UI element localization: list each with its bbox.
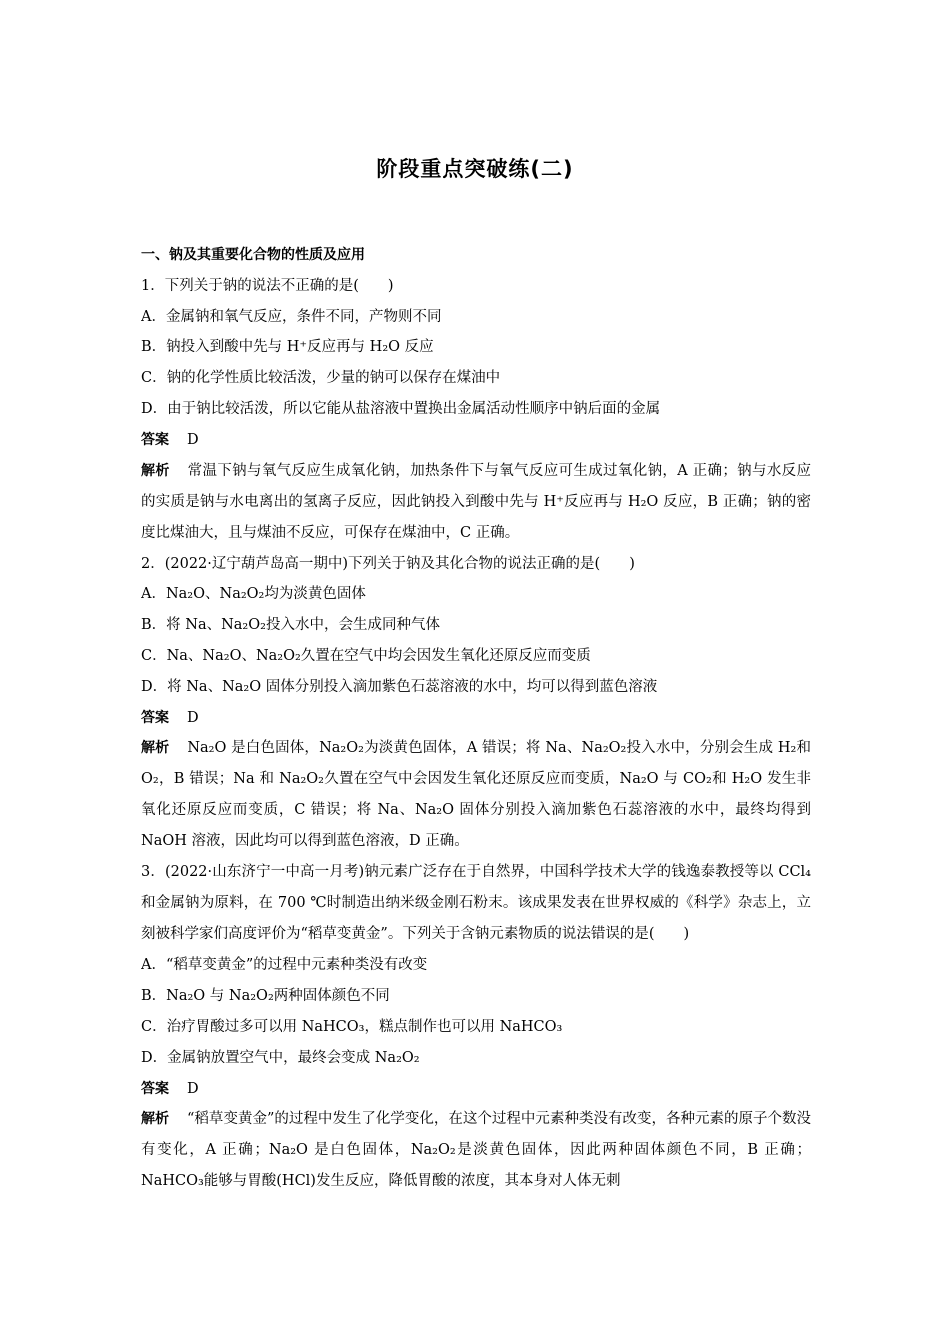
answer-value: D: [187, 709, 199, 726]
question-3-option-d: D．金属钠放置空气中，最终会变成 Na₂O₂: [141, 1049, 420, 1066]
question-1-option-d: D．由于钠比较活泼，所以它能从盐溶液中置换出金属活动性顺序中钠后面的金属: [141, 400, 661, 417]
question-3-answer: [141, 1074, 811, 1105]
section-heading: 一、钠及其重要化合物的性质及应用: [141, 247, 365, 263]
question-2-option-b: B．将 Na、Na₂O₂投入水中，会生成同种气体: [141, 617, 440, 634]
question-2-answer: [141, 703, 811, 734]
answer-value: D: [187, 431, 199, 448]
question-2-stem: 2．(2022·辽宁葫芦岛高一期中)下列关于钠及其化合物的说法正确的是( ): [141, 555, 635, 572]
document-body: [141, 240, 811, 1197]
question-3-option-a: A．“稻草变黄金”的过程中元素种类没有改变: [141, 957, 428, 974]
question-1-stem: 1．下列关于钠的说法不正确的是( ): [141, 277, 394, 294]
question-2-analysis: [141, 733, 811, 857]
analysis-text: 常温下钠与氧气反应生成氧化钠，加热条件下与氧气反应可生成过氧化钠，A 正确；钠与水反应的实质是钠与水电离出的氢离子反应，因此钠投入到酸中先与 H⁺反应再与 H₂O 反应，B 正确；钠的密度比煤油大，且与煤油不反应，可保存在煤油中，C 正确。: [141, 462, 811, 541]
analysis-label: 解析: [141, 740, 170, 757]
answer-value: D: [187, 1080, 199, 1097]
question-2-option-a: A．Na₂O、Na₂O₂均为淡黄色固体: [141, 586, 366, 603]
answer-label: 答案: [141, 1080, 169, 1097]
answer-label: 答案: [141, 709, 169, 726]
question-3-stem: 3．(2022·山东济宁一中高一月考)钠元素广泛存在于自然界，中国科学技术大学的钱逸泰教授等以 CCl₄和金属钠为原料，在 700 ℃时制造出纳米级金刚石粉末。该成果发表在世界权威的《科学》杂志上，立刻被科学家们高度评价为“稻草变黄金”。下列关于含钠元素物质的说法错误的是( ): [141, 864, 811, 943]
question-1-option-c: C．钠的化学性质比较活泼，少量的钠可以保存在煤油中: [141, 370, 501, 387]
question-1-option-b: B．钠投入到酸中先与 H⁺反应再与 H₂O 反应: [141, 339, 434, 356]
analysis-text: “稻草变黄金”的过程中发生了化学变化，在这个过程中元素种类没有改变，各种元素的原子个数没有变化，A 正确；Na₂O 是白色固体，Na₂O₂是淡黄色固体，因此两种固体颜色不同，B 正确；NaHCO₃能够与胃酸(HCl)发生反应，降低胃酸的浓度，其本身对人体无刺: [141, 1111, 812, 1190]
analysis-label: 解析: [141, 462, 170, 479]
question-1-analysis: [141, 456, 811, 549]
analysis-text: Na₂O 是白色固体，Na₂O₂为淡黄色固体，A 错误；将 Na、Na₂O₂投入水中，分别会生成 H₂和 O₂，B 错误；Na 和 Na₂O₂久置在空气中会因发生氧化还原反应而变质，Na₂O 与 CO₂和 H₂O 发生非氧化还原反应而变质，C 错误；将 Na、Na₂O 固体分别投入滴加紫色石蕊溶液的水中，最终均得到 NaOH 溶液，因此均可以得到蓝色溶液，D 正确。: [141, 740, 812, 850]
question-2-option-c: C．Na、Na₂O、Na₂O₂久置在空气中均会因发生氧化还原反应而变质: [141, 647, 591, 664]
page-title: 阶段重点突破练(二): [376, 157, 574, 181]
question-1-answer: [141, 425, 811, 456]
question-1-option-a: A．金属钠和氧气反应，条件不同，产物则不同: [141, 308, 442, 325]
question-2-option-d: D．将 Na、Na₂O 固体分别投入滴加紫色石蕊溶液的水中，均可以得到蓝色溶液: [141, 678, 658, 695]
question-3-analysis: [141, 1104, 811, 1197]
question-3-option-b: B．Na₂O 与 Na₂O₂两种固体颜色不同: [141, 988, 390, 1005]
question-3-option-c: C．治疗胃酸过多可以用 NaHCO₃，糕点制作也可以用 NaHCO₃: [141, 1018, 563, 1035]
answer-label: 答案: [141, 431, 169, 448]
analysis-label: 解析: [141, 1111, 170, 1128]
